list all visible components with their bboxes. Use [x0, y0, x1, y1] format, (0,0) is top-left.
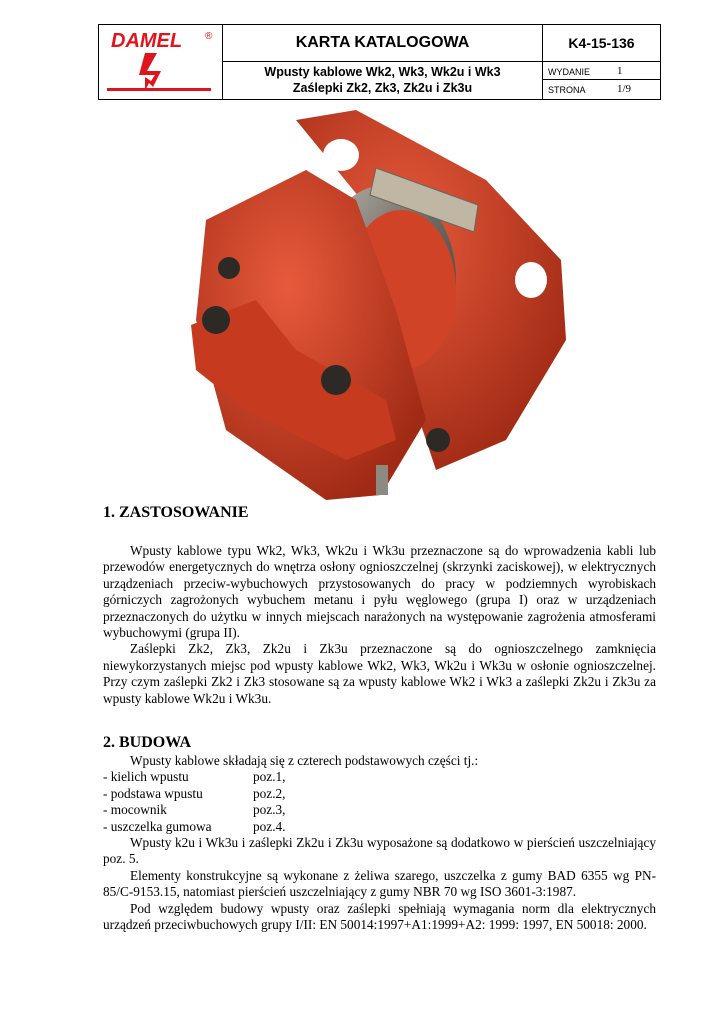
list-item: - podstawa wpustu poz.2, [103, 785, 286, 801]
paragraph-norms: Pod względem budowy wpusty oraz zaślepki spełniają wymagania norm dla elektrycznych urządzeń przeciwbuchowych grupy I/II: EN 50014:1997+A1:1999+A2: 1999: 1997, EN 50018: 2000. [103, 900, 656, 933]
bolt-head-right [426, 428, 450, 452]
bolt-head-left [202, 306, 230, 334]
page-title: KARTA KATALOGOWA [223, 25, 543, 62]
list-item: - uszczelka gumowa poz.4. [103, 818, 286, 834]
edition-cell [543, 62, 660, 80]
paragraph-sealing-ring: Wpusty k2u i Wk3u i zaślepki Zk2u i Zk3u wyposażone są dodatkowo w pierścień uszczelniający poz. 5. [103, 835, 656, 867]
page-cell [543, 80, 660, 99]
section-zastosowanie-body [103, 543, 656, 707]
edition-value: 1 [617, 65, 623, 77]
damel-logo-graphic [99, 25, 223, 99]
subtitle-line-2: Zaślepki Zk2, Zk3, Zk2u i Zk3u [292, 81, 473, 95]
document-subtitle [223, 62, 543, 99]
section-heading-zastosowanie: 1. ZASTOSOWANIE [103, 504, 249, 521]
threaded-stud [376, 465, 388, 495]
damel-logo [99, 25, 223, 99]
list-item: - kielich wpustu poz.1, [103, 769, 286, 785]
page-label: STRONA [548, 85, 586, 95]
parts-list [103, 769, 656, 835]
header-table [98, 24, 661, 100]
logo-registered-mark: ® [205, 31, 213, 42]
list-item: - mocownik poz.3, [103, 802, 286, 818]
paragraph-purpose-glands: Wpusty kablowe typu Wk2, Wk3, Wk2u i Wk3u przeznaczone są do wprowadzenia kabli lub przewodów energetycznych do wnętrza osłony ognioszczelnej (skrzynki zaciskowej), w elektrycznych urządzeniach przeciw-wybuchowych przystosowanych do pracy w podziemnych wyrobiskach górniczych zagrożonych wybuchem metanu i pyłu węglowego (grupa I) oraz w urządzeniach przeznaczonych do użytku w innych miejscach narażonych na występowanie zagrożenia atmosferami wybuchowymi (grupa II). [103, 543, 656, 641]
section-heading-budowa: 2. BUDOWA [103, 734, 192, 751]
paragraph-materials: Elementy konstrukcyjne są wykonane z żeliwa szarego, uszczelka z gumy BAD 6355 wg PN-85/C-9153.15, natomiast pierścień uszczelniający z gumy NBR 70 wg ISO 3601-3:1987. [103, 867, 656, 900]
logo-text: DAMEL [111, 30, 183, 52]
paragraph-purpose-plugs: Zaślepki Zk2, Zk3, Zk2u i Zk3u przeznaczone są do ognioszczelnego zamknięcia niewykorzystanych miejsc pod wpusty kablowe Wk2, Wk3, Wk2u i Wk3u w osłonie ognioszczelnej. Przy czym zaślepki Zk2 i Zk3 stosowane są za wpusty kablowe Wk2 i Wk3 a zaślepki Zk2u i Zk3u za wpusty kablowe Wk2u i Wk3u. [103, 641, 656, 706]
document-code: K4-15-136 [543, 25, 660, 62]
bolt-head-center [321, 365, 351, 395]
mounting-hole-top-left [323, 139, 359, 171]
lightning-bolt-icon [139, 53, 161, 91]
section-budowa-body [103, 753, 656, 933]
product-photo [186, 110, 581, 505]
subtitle-line-1: Wpusty kablowe Wk2, Wk3, Wk2u i Wk3 [264, 65, 501, 79]
bolt-head-upper [218, 257, 240, 279]
edition-label: WYDANIE [548, 67, 591, 77]
page-value: 1/9 [617, 83, 632, 95]
logo-underline [107, 88, 211, 91]
mounting-hole-right [515, 262, 547, 298]
paragraph-parts-intro: Wpusty kablowe składają się z czterech podstawowych części tj.: [130, 753, 479, 768]
